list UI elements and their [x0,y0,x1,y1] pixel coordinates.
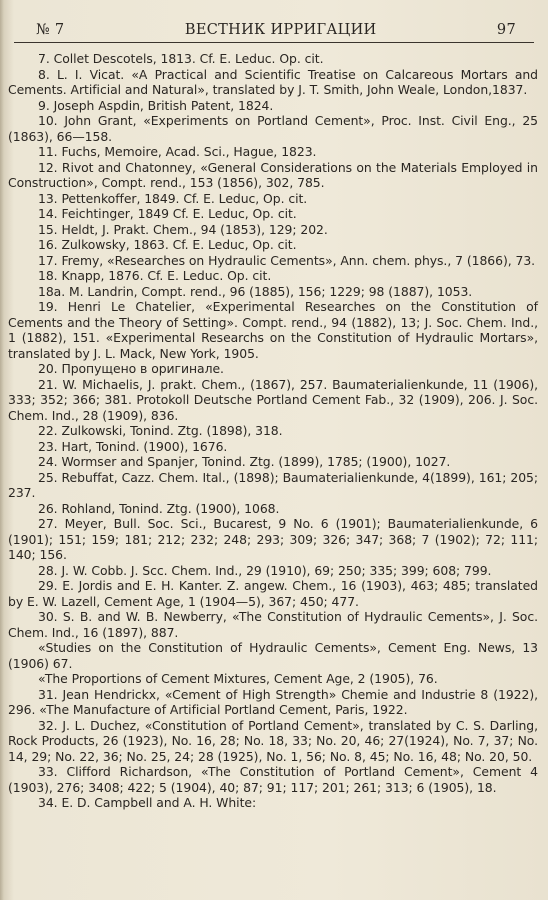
reference-item: 25. Rebuffat, Cazz. Chem. Ital., (1898); Baumaterialienkunde, 4(1899), 161; 205; 237. [8,469,538,500]
reference-item: 31. Jean Hendrickx, «Cement of High Strength» Chemie and Industrie 8 (1922), 296. «The Manufacture of Artificial Portland Cement, Paris, 1922. [8,686,538,717]
reference-item: «Studies on the Constitution of Hydraulic Cements», Cement Eng. News, 13 (1906) 67. [8,640,538,671]
reference-item: 10. John Grant, «Experiments on Portland Cement», Proc. Inst. Civil Eng., 25 (1863), 66—158. [8,113,538,144]
reference-item: 16. Zulkowsky, 1863. Cf. E. Leduc, Op. cit. [38,237,297,252]
reference-item: 27. Meyer, Bull. Soc. Sci., Bucarest, 9 No. 6 (1901); Baumaterialienkunde, 6 (1901); 151; 159; 181; 212; 232; 248; 293; 309; 326; 347; 368; 7 (1902); 72; 111; 140; 156. [8,516,538,562]
reference-item: 9. Joseph Aspdin, British Patent, 1824. [38,97,274,113]
reference-item: 28. J. W. Cobb. J. Scc. Chem. Ind., 29 (1910), 69; 250; 335; 399; 608; 799. [38,562,492,578]
reference-item: 14. Feichtinger, 1849 Cf. E. Leduc, Op. cit. [38,206,297,221]
reference-list [8,51,538,811]
issue-number: № 7 [36,22,65,38]
reference-item: 33. Clifford Richardson, «The Constitution of Portland Cement», Cement 4 (1903), 276; 3408; 422; 5 (1904), 40; 87; 91; 117; 201; 261; 313; 6 (1905), 18. [8,764,538,795]
reference-item: 12. Rivot and Chatonney, «General Considerations on the Materials Employed in Construction», Compt. rend., 153 (1856), 302, 785. [8,159,538,190]
reference-item: 13. Pettenkoffer, 1849. Cf. E. Leduc, Op. cit. [38,190,308,206]
reference-item: 23. Hart, Tonind. (1900), 1676. [38,438,228,454]
reference-item: 29. E. Jordis and E. H. Kanter. Z. angew. Chem., 16 (1903), 463; 485; translated by E. W. Lazell, Cement Age, 1 (1904—5), 367; 450; 477. [8,578,538,609]
reference-item: 21. W. Michaelis, J. prakt. Chem., (1867), 257. Baumaterialienkunde, 11 (1906), 333; 352; 366; 381. Protokoll Deutsche Portland Cement Fab., 32 (1909), 206. J. Soc. Chem. Ind., 28 (1909), 836. [8,376,538,423]
reference-item: 34. E. D. Campbell and A. H. White: [38,795,257,810]
reference-item: 30. S. B. and W. B. Newberry, «The Constitution of Hydraulic Cements», J. Soc. Chem. Ind., 16 (1897), 887. [8,609,538,640]
reference-item: 18. Knapp, 1876. Cf. E. Leduc. Op. cit. [38,268,272,283]
reference-item: 15. Heldt, J. Prakt. Chem., 94 (1853), 129; 202. [38,221,328,237]
reference-item: 7. Collet Descotels, 1813. Cf. E. Leduc. Op. cit. [38,51,324,66]
reference-item: 8. L. I. Vicat. «A Practical and Scientific Treatise on Calcareous Mortars and Cements. Artificial and Natural», translated by J. T. Smith, John Weale, London,1837. [8,66,538,97]
reference-item: 24. Wormser and Spanjer, Tonind. Ztg. (1899), 1785; (1900), 1027. [38,454,451,469]
page-number: 97 [496,22,516,38]
header-rule [14,42,534,43]
running-header [8,22,538,40]
reference-item: «The Proportions of Cement Mixtures, Cement Age, 2 (1905), 76. [38,671,438,686]
reference-item: 11. Fuchs, Memoire, Acad. Sci., Hague, 1823. [38,144,317,159]
journal-title: ВЕСТНИК ИРРИГАЦИИ [184,22,377,38]
reference-item: 26. Rohland, Tonind. Ztg. (1900), 1068. [38,500,280,516]
reference-item: 18a. M. Landrin, Compt. rend., 96 (1885), 156; 1229; 98 (1887), 1053. [38,283,473,299]
reference-item: 32. J. L. Duchez, «Constitution of Portland Cement», translated by C. S. Darling, Rock Products, 26 (1923), No. 16, 28; No. 18, 33; No. 20, 46; 27(1924), No. 7, 37; No. 14, 29; No. 22, 36; No. 25, 24; 28 (1925), No. 1, 56; No. 8, 45; No. 16, 48; No. 20, 50. [8,717,538,764]
reference-item: 20. Пропущено в оригинале. [38,361,224,376]
reference-item: 22. Zulkowski, Tonind. Ztg. (1898), 318. [38,423,283,438]
reference-item: 19. Henri Le Chatelier, «Experimental Researches on the Constitution of Cements and the Theory of Setting». Compt. rend., 94 (1882), 13; J. Soc. Chem. Ind., 1 (1882), 151. «Experimental Researchs on the Constitution of Hydraulic Mortars», translated by J. L. Mack, New York, 1905. [8,299,538,361]
reference-item: 17. Fremy, «Researches on Hydraulic Cements», Ann. chem. phys., 7 (1866), 73. [38,252,536,268]
